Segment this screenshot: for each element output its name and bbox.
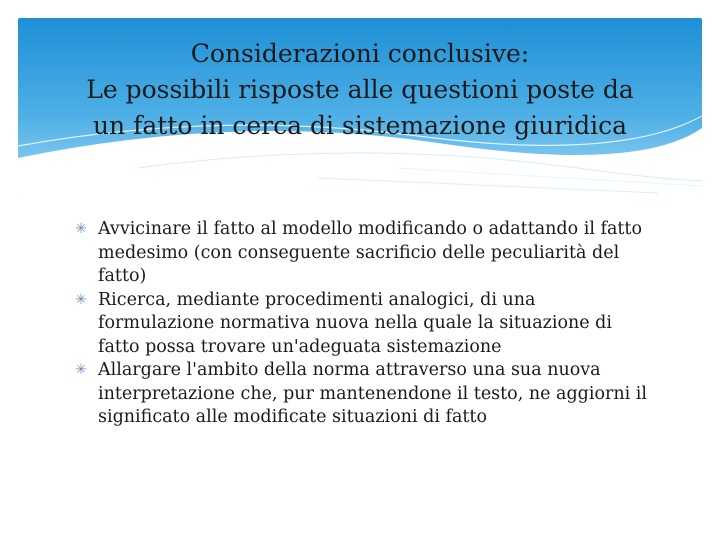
bullet-text: Avvicinare il fatto al modello modificando o adattando il fatto medesimo (con conseguente sacrificio delle peculiarità del fatto) [98, 219, 643, 286]
list-item [72, 359, 652, 430]
asterisk-bullet-icon: ✳ [75, 362, 87, 378]
bullet-text: Allargare l'ambito della norma attraverso una sua nuova interpretazione che, pur mantenendone il testo, ne aggiorni il significato alle modificate situazioni di fatto [98, 360, 647, 427]
slide-title [18, 36, 702, 144]
title-line-2: Le possibili risposte alle questioni poste da [86, 75, 634, 104]
list-item [72, 218, 652, 289]
asterisk-bullet-icon: ✳ [75, 221, 87, 237]
title-banner [18, 18, 702, 200]
title-line-1: Considerazioni conclusive: [190, 39, 530, 68]
list-item [72, 289, 652, 360]
title-line-3: un fatto in cerca di sistemazione giuridica [92, 111, 628, 140]
bullet-text: Ricerca, mediante procedimenti analogici, di una formulazione normativa nuova nella quale la situazione di fatto possa trovare un'adeguata sistemazione [98, 289, 612, 357]
asterisk-bullet-icon: ✳ [75, 291, 87, 308]
bullet-list [72, 218, 652, 430]
